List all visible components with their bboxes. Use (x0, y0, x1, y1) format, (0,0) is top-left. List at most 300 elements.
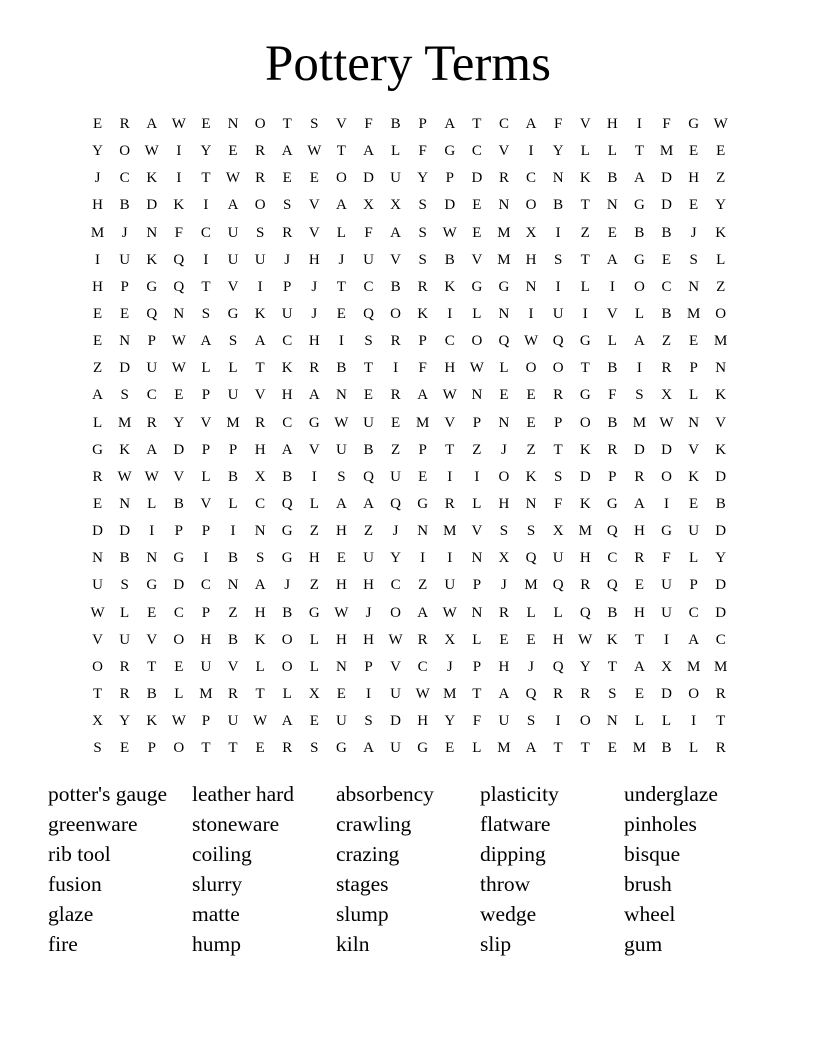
grid-letter: R (417, 278, 428, 295)
grid-letter: N (146, 550, 158, 567)
grid-letter: E (689, 495, 699, 512)
grid-letter: E (147, 604, 157, 621)
grid-letter: A (92, 387, 103, 404)
grid-letter: V (146, 631, 158, 648)
grid-letter: D (661, 441, 672, 458)
grid-letter: E (336, 685, 346, 702)
grid-letter: W (578, 631, 593, 648)
word-list-item: hump (192, 931, 241, 956)
grid-letter: H (525, 251, 537, 268)
grid-letter: D (634, 441, 645, 458)
grid-letter: T (580, 740, 590, 757)
grid-letter: U (254, 251, 266, 268)
word-list-item: slump (336, 901, 389, 926)
grid-letter: N (498, 305, 510, 322)
grid-letter: M (90, 224, 105, 241)
grid-letter: L (472, 305, 482, 322)
grid-letter: I (447, 550, 453, 567)
grid-letter: P (445, 170, 454, 187)
grid-letter: M (686, 305, 701, 322)
grid-letter: T (634, 143, 644, 160)
grid-letter: N (335, 658, 347, 675)
grid-letter: E (255, 740, 265, 757)
grid-letter: O (715, 305, 727, 322)
grid-letter: A (417, 387, 429, 404)
grid-letter: E (92, 495, 103, 512)
grid-letter: Z (309, 523, 319, 540)
grid-letter: N (471, 604, 483, 621)
grid-letter: B (363, 441, 374, 458)
grid-letter: J (284, 577, 291, 594)
grid-letter: N (688, 278, 700, 295)
grid-letter: D (363, 170, 374, 187)
grid-letter: I (203, 197, 209, 214)
grid-row (84, 518, 734, 545)
grid-letter: A (227, 197, 239, 214)
grid-letter: W (469, 360, 484, 377)
grid-letter: C (146, 387, 157, 404)
grid-letter: E (418, 468, 428, 485)
grid-letter: L (309, 631, 319, 648)
grid-letter: K (146, 251, 158, 268)
grid-letter: V (579, 116, 591, 132)
word-list-item: bisque (624, 841, 681, 866)
grid-letter: F (553, 116, 563, 132)
grid-letter: Z (363, 523, 374, 540)
grid-letter: S (93, 740, 102, 757)
grid-letter: C (526, 170, 537, 187)
grid-letter: D (119, 360, 131, 377)
grid-letter: L (472, 495, 482, 512)
word-list-item: coiling (192, 841, 252, 866)
grid-letter: B (715, 495, 726, 512)
grid-letter: E (120, 740, 130, 757)
grid-letter: D (390, 713, 401, 730)
grid-letter: G (634, 197, 645, 214)
grid-letter: F (364, 116, 373, 132)
grid-letter: K (715, 441, 727, 458)
grid-letter: O (281, 631, 293, 648)
grid-letter: D (173, 441, 185, 458)
grid-letter: L (309, 495, 319, 512)
grid-letter: U (363, 414, 374, 431)
grid-letter: S (553, 251, 563, 268)
grid-letter: S (255, 550, 265, 567)
grid-letter: L (255, 658, 265, 675)
grid-letter: Q (173, 278, 185, 295)
grid-letter: B (661, 224, 672, 241)
grid-letter: P (174, 523, 183, 540)
grid-letter: B (607, 604, 618, 621)
word-list-item: stoneware (192, 811, 280, 836)
grid-letter: E (526, 387, 536, 404)
grid-letter: W (307, 143, 322, 160)
grid-letter: U (390, 468, 401, 485)
grid-letter: O (634, 278, 645, 295)
grid-letter: X (363, 197, 374, 214)
grid-letter: E (309, 170, 319, 187)
word-list-item: pinholes (624, 811, 697, 836)
grid-letter: M (524, 577, 538, 594)
word-list-item: slurry (192, 871, 243, 896)
grid-letter: U (335, 713, 347, 730)
grid-letter: A (606, 251, 618, 268)
grid-letter: R (282, 740, 293, 757)
grid-letter: B (553, 197, 564, 214)
grid-letter: U (390, 740, 401, 757)
grid-letter: M (632, 740, 647, 757)
grid-letter: A (634, 333, 645, 350)
grid-letter: E (661, 251, 672, 268)
grid-letter: C (173, 604, 184, 621)
grid-letter: V (173, 468, 185, 485)
grid-letter: I (420, 550, 426, 567)
grid-letter: I (555, 278, 561, 295)
grid-letter: A (335, 495, 347, 512)
grid-letter: R (553, 387, 564, 404)
grid-letter: E (336, 550, 346, 567)
grid-letter: Y (579, 658, 591, 675)
grid-letter: Q (281, 495, 293, 512)
grid-letter: Q (525, 550, 537, 567)
grid-letter: B (661, 305, 672, 322)
grid-letter: N (417, 523, 429, 540)
grid-letter: U (92, 577, 103, 594)
grid-letter: L (228, 495, 238, 512)
grid-letter: P (418, 116, 427, 132)
word-list-item: absorbency (336, 782, 434, 806)
grid-letter: R (309, 360, 320, 377)
grid-letter: E (472, 197, 482, 214)
grid-letter: U (227, 713, 239, 730)
grid-letter: H (688, 170, 700, 187)
grid-letter: X (525, 224, 537, 241)
grid-letter: C (688, 604, 699, 621)
grid-letter: L (174, 685, 184, 702)
grid-letter: D (119, 523, 131, 540)
grid-letter: I (691, 713, 697, 730)
grid-letter: H (254, 441, 266, 458)
grid-row (84, 545, 734, 572)
grid-letter: K (579, 495, 591, 512)
grid-letter: K (715, 224, 727, 241)
grid-letter: Q (552, 577, 564, 594)
grid-letter: P (608, 468, 617, 485)
grid-letter: V (606, 305, 618, 322)
grid-letter: A (525, 740, 537, 757)
grid-letter: C (715, 631, 726, 648)
grid-letter: O (579, 414, 591, 431)
grid-letter: H (308, 333, 320, 350)
grid-letter: H (579, 550, 591, 567)
grid-letter: O (579, 713, 591, 730)
grid-letter: I (555, 713, 561, 730)
grid-letter: I (257, 278, 263, 295)
grid-letter: E (174, 658, 184, 675)
grid-letter: T (580, 197, 590, 214)
grid-letter: V (471, 251, 483, 268)
grid-letter: Z (418, 577, 428, 594)
grid-letter: A (308, 387, 320, 404)
grid-letter: I (393, 360, 399, 377)
word-list-item: greenware (48, 811, 138, 836)
grid-letter: N (606, 197, 618, 214)
grid-letter: N (335, 387, 347, 404)
grid-letter: H (335, 523, 347, 540)
grid-letter: P (553, 414, 563, 431)
grid-letter: G (281, 523, 293, 540)
grid-letter: C (390, 577, 401, 594)
grid-letter: I (203, 550, 209, 567)
grid-letter: R (390, 333, 401, 350)
grid-letter: Y (444, 713, 456, 730)
grid-letter: X (444, 631, 456, 648)
grid-letter: G (146, 577, 158, 594)
grid-letter: D (715, 577, 727, 594)
grid-letter: N (227, 577, 239, 594)
grid-letter: L (472, 740, 482, 757)
grid-letter: G (173, 550, 185, 567)
grid-letter: L (580, 143, 590, 160)
grid-letter: X (254, 468, 266, 485)
grid-letter: L (580, 278, 590, 295)
grid-letter: R (228, 685, 239, 702)
grid-letter: M (578, 523, 592, 540)
grid-letter: D (173, 577, 185, 594)
grid-letter: E (634, 685, 644, 702)
grid-letter: R (255, 170, 266, 187)
grid-letter: Q (525, 685, 537, 702)
grid-letter: W (253, 713, 268, 730)
grid-letter: L (390, 143, 401, 160)
grid-letter: W (334, 604, 349, 621)
word-list-item: fusion (48, 871, 102, 896)
grid-letter: E (634, 577, 644, 594)
word-list-item: underglaze (624, 782, 718, 806)
grid-letter: L (120, 604, 130, 621)
grid-letter: X (498, 550, 510, 567)
grid-letter: P (201, 713, 211, 730)
grid-letter: W (442, 387, 457, 404)
grid-letter: W (90, 604, 105, 621)
word-list-item: potter's gauge (48, 782, 168, 806)
grid-letter: B (173, 495, 184, 512)
grid-row (84, 355, 734, 382)
grid-letter: T (336, 278, 346, 295)
grid-letter: R (580, 685, 591, 702)
grid-letter: H (308, 251, 320, 268)
grid-letter: N (552, 170, 564, 187)
grid-letter: B (119, 197, 130, 214)
grid-row (84, 165, 734, 192)
grid-letter: H (92, 197, 103, 214)
grid-letter: E (689, 143, 699, 160)
grid-letter: N (471, 387, 483, 404)
grid-letter: Z (716, 278, 726, 295)
grid-row (84, 382, 734, 409)
word-list-item: fire (48, 931, 78, 956)
grid-letter: I (636, 360, 642, 377)
grid-letter: R (390, 387, 401, 404)
grid-letter: G (661, 523, 672, 540)
grid-letter: P (364, 658, 373, 675)
grid-letter: N (498, 414, 510, 431)
grid-letter: I (528, 305, 534, 322)
grid-letter: L (282, 685, 292, 702)
grid-letter: P (689, 577, 698, 594)
grid-letter: Q (579, 604, 591, 621)
grid-letter: O (525, 197, 537, 214)
grid-letter: E (472, 224, 482, 241)
grid-letter: Z (92, 360, 103, 377)
grid-letter: U (688, 523, 700, 540)
grid-letter: V (390, 658, 401, 675)
grid-letter: Q (552, 333, 564, 350)
grid-letter: Q (363, 305, 374, 322)
grid-letter: Y (715, 197, 727, 214)
grid-letter: T (472, 116, 482, 132)
grid-letter: B (228, 468, 239, 485)
grid-letter: F (662, 550, 671, 567)
grid-letter: T (92, 685, 103, 702)
grid-letter: P (418, 333, 427, 350)
grid-letter: R (634, 468, 645, 485)
grid-row (84, 274, 734, 301)
grid-letter: T (553, 740, 563, 757)
grid-letter: Z (390, 441, 401, 458)
grid-letter: E (716, 143, 726, 160)
grid-letter: G (579, 333, 591, 350)
grid-letter: T (363, 360, 374, 377)
grid-letter: E (228, 143, 238, 160)
grid-letter: D (715, 523, 727, 540)
grid-row (84, 464, 734, 491)
grid-letter: L (607, 143, 617, 160)
grid-letter: G (417, 740, 429, 757)
grid-letter: L (147, 495, 157, 512)
grid-letter: J (311, 278, 318, 295)
grid-letter: N (471, 550, 483, 567)
grid-letter: J (690, 224, 697, 241)
grid-letter: F (174, 224, 183, 241)
grid-letter: S (526, 713, 536, 730)
grid-letter: Q (173, 251, 185, 268)
grid-letter: C (119, 170, 130, 187)
grid-letter: A (363, 740, 374, 757)
grid-letter: J (501, 441, 507, 458)
grid-letter: R (92, 468, 103, 485)
grid-letter: P (120, 278, 129, 295)
grid-letter: T (634, 631, 644, 648)
word-list-item: flatware (480, 811, 551, 836)
grid-letter: U (281, 305, 293, 322)
grid-letter: V (335, 116, 347, 132)
grid-letter: O (281, 658, 293, 675)
grid-letter: N (119, 495, 131, 512)
grid-letter: K (688, 468, 700, 485)
grid-letter: E (445, 740, 455, 757)
grid-letter: I (447, 468, 453, 485)
grid-letter: H (363, 577, 374, 594)
grid-letter: J (392, 523, 399, 540)
grid-letter: V (308, 224, 320, 241)
grid-letter: K (119, 441, 131, 458)
grid-letter: W (334, 414, 349, 431)
grid-row (84, 328, 734, 355)
grid-letter: J (528, 658, 534, 675)
grid-letter: D (715, 468, 727, 485)
grid-letter: S (310, 116, 319, 132)
grid-letter: S (418, 224, 427, 241)
grid-letter: G (688, 116, 700, 132)
grid-letter: J (501, 577, 507, 594)
grid-letter: Y (390, 550, 401, 567)
letter-grid (84, 111, 734, 762)
grid-letter: M (497, 224, 511, 241)
grid-letter: K (606, 631, 618, 648)
word-list-item: gum (624, 931, 663, 956)
grid-letter: A (634, 170, 645, 187)
grid-letter: C (200, 577, 211, 594)
grid-letter: N (525, 278, 537, 295)
grid-letter: G (444, 143, 456, 160)
grid-letter: G (579, 387, 591, 404)
grid-letter: E (309, 713, 319, 730)
grid-letter: P (283, 278, 292, 295)
grid-letter: M (686, 658, 701, 675)
grid-letter: H (634, 523, 645, 540)
grid-letter: A (363, 495, 374, 512)
word-list-item: throw (480, 871, 531, 896)
grid-letter: U (552, 305, 564, 322)
grid-letter: A (634, 658, 645, 675)
grid-letter: M (714, 333, 728, 350)
grid-letter: Y (417, 170, 429, 187)
grid-letter: U (552, 550, 564, 567)
grid-letter: U (119, 251, 131, 268)
grid-letter: L (526, 604, 536, 621)
grid-letter: C (417, 658, 428, 675)
grid-letter: N (525, 495, 537, 512)
grid-letter: I (555, 224, 561, 241)
grid-letter: H (606, 116, 618, 132)
grid-letter: U (146, 360, 158, 377)
grid-letter: A (444, 116, 456, 132)
grid-letter: W (171, 713, 186, 730)
grid-letter: U (444, 577, 456, 594)
grid-letter: S (120, 577, 129, 594)
grid-letter: K (254, 631, 266, 648)
grid-letter: J (121, 224, 128, 241)
grid-letter: O (390, 305, 401, 322)
grid-letter: I (447, 305, 453, 322)
grid-letter: H (254, 604, 266, 621)
grid-letter: B (390, 278, 401, 295)
grid-letter: B (607, 170, 618, 187)
grid-letter: V (444, 414, 456, 431)
grid-letter: B (228, 631, 239, 648)
grid-letter: K (417, 305, 429, 322)
word-list-item: dipping (480, 841, 546, 866)
grid-letter: Z (526, 441, 536, 458)
grid-letter: I (338, 333, 344, 350)
grid-letter: Q (606, 577, 618, 594)
grid-letter: I (528, 143, 534, 160)
grid-letter: O (498, 468, 510, 485)
grid-letter: A (498, 685, 510, 702)
grid-letter: T (580, 251, 590, 268)
grid-letter: B (336, 360, 347, 377)
